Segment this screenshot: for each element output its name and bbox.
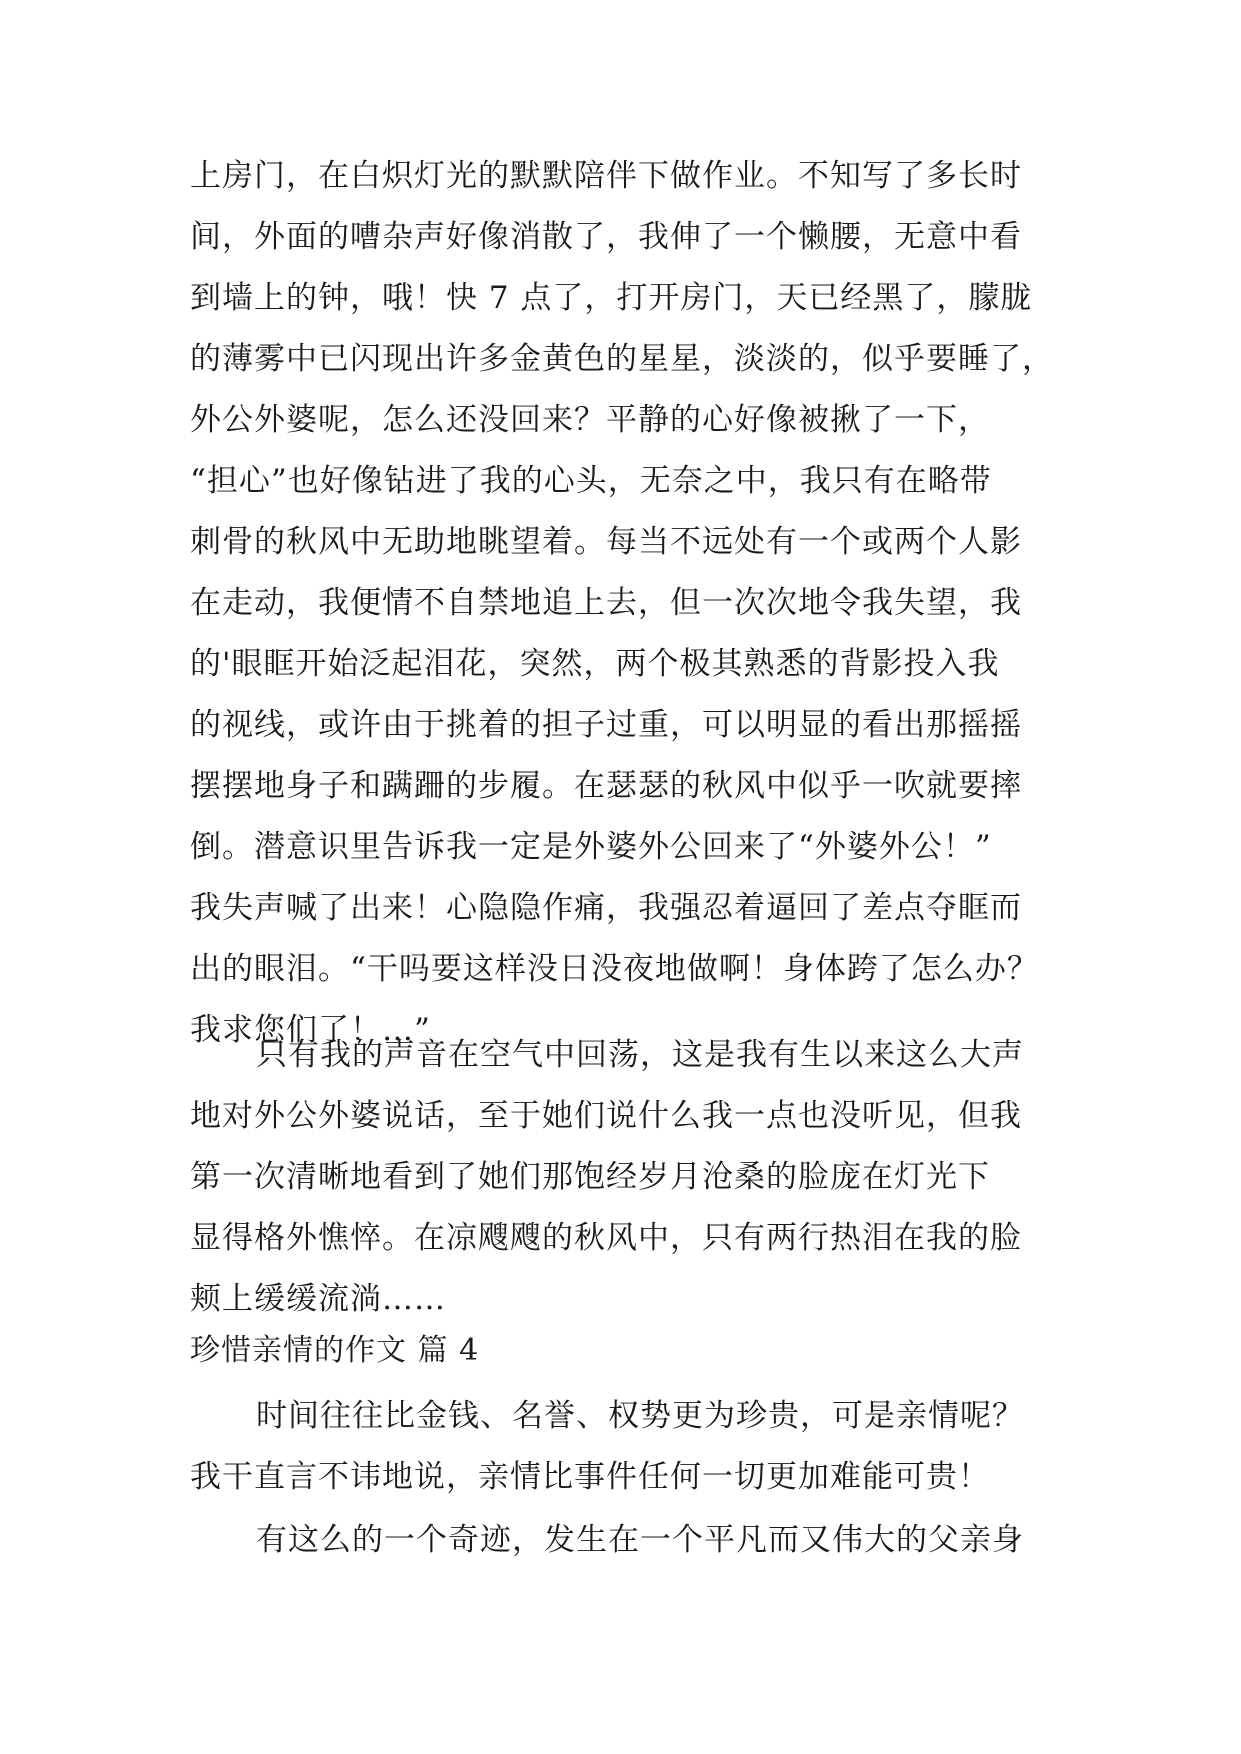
paragraph-2 bbox=[190, 1025, 1050, 1330]
text-line: 颊上缓缓流淌…… bbox=[190, 1281, 446, 1317]
text-line: 我干直言不讳地说，亲情比事件任何一切更加难能可贵！ bbox=[190, 1459, 990, 1495]
text-line: 有这么的一个奇迹，发生在一个平凡而又伟大的父亲身 bbox=[256, 1522, 1024, 1558]
paragraph-3 bbox=[190, 1386, 1050, 1508]
text-line: 的薄雾中已闪现出许多金黄色的星星，淡淡的，似乎要睡了， bbox=[190, 341, 1054, 377]
text-line: 时间往往比金钱、名誉、权势更为珍贵，可是亲情呢？ bbox=[256, 1398, 1024, 1434]
text-line: 第一次清晰地看到了她们那饱经岁月沧桑的脸庞在灯光下 bbox=[190, 1159, 990, 1195]
text-line: 出的眼泪。“干吗要这样没日没夜地做啊！身体跨了怎么办？ bbox=[190, 951, 1039, 987]
section-heading: 珍惜亲情的作文 篇 4 bbox=[190, 1333, 480, 1368]
text-line: 倒。潜意识里告诉我一定是外婆外公回来了“外婆外公！” bbox=[190, 829, 992, 865]
text-line: 外公外婆呢，怎么还没回来？平静的心好像被揪了一下， bbox=[190, 402, 990, 438]
text-line: 摆摆地身子和蹒跚的步履。在瑟瑟的秋风中似乎一吹就要摔 bbox=[190, 768, 1022, 804]
text-line: 我失声喊了出来！心隐隐作痛，我强忍着逼回了差点夺眶而 bbox=[190, 890, 1022, 926]
text-line: 地对外公外婆说话，至于她们说什么我一点也没听见，但我 bbox=[190, 1098, 1022, 1134]
text-line: 刺骨的秋风中无助地眺望着。每当不远处有一个或两个人影 bbox=[190, 524, 1022, 560]
text-line: 的'眼眶开始泛起泪花，突然，两个极其熟悉的背影投入我 bbox=[190, 646, 1000, 682]
text-line: 我求您们了！…” bbox=[190, 1012, 431, 1048]
text-line: “担心”也好像钻进了我的心头，无奈之中，我只有在略带 bbox=[190, 463, 992, 499]
text-line: 只有我的声音在空气中回荡，这是我有生以来这么大声 bbox=[256, 1037, 1024, 1073]
text-line: 到墙上的钟，哦！快 7 点了，打开房门，天已经黑了，朦胧 bbox=[190, 280, 1033, 316]
text-line: 的视线，或许由于挑着的担子过重，可以明显的看出那摇摇 bbox=[190, 707, 1022, 743]
text-line: 显得格外憔悴。在凉飕飕的秋风中，只有两行热泪在我的脸 bbox=[190, 1220, 1022, 1256]
text-line: 间，外面的嘈杂声好像消散了，我伸了一个懒腰，无意中看 bbox=[190, 219, 1022, 255]
section-heading-block bbox=[190, 1320, 1050, 1381]
text-line: 上房门，在白炽灯光的默默陪伴下做作业。不知写了多长时 bbox=[190, 158, 1022, 194]
paragraph-4 bbox=[190, 1510, 1050, 1571]
paragraph-1 bbox=[190, 146, 1054, 1061]
text-line: 在走动，我便情不自禁地追上去，但一次次地令我失望，我 bbox=[190, 585, 1022, 621]
